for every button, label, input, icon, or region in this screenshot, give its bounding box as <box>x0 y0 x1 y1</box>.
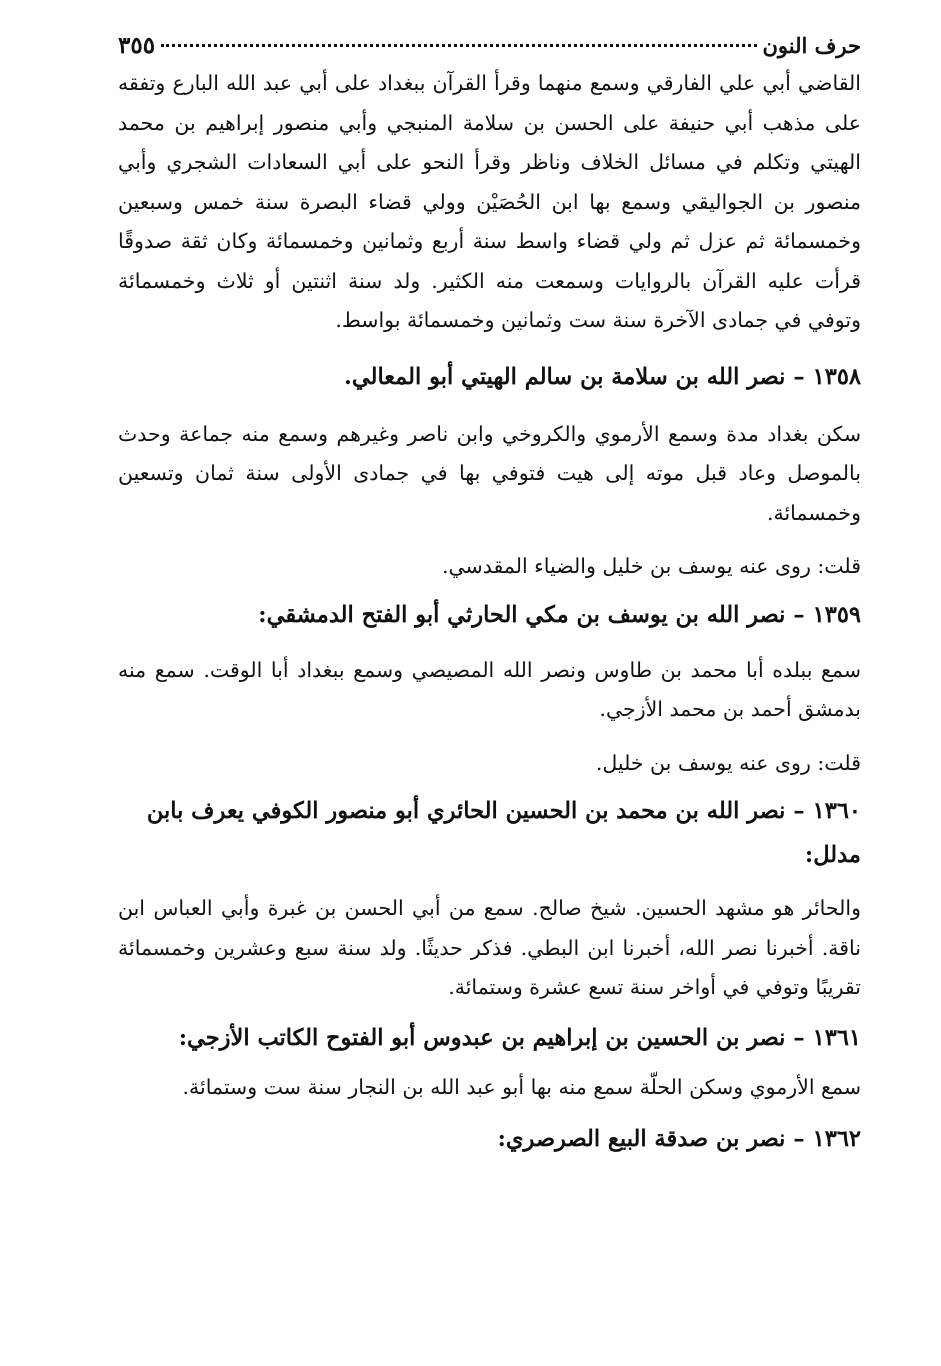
entry-number: ١٣٥٩ <box>812 601 861 628</box>
entry-body-1361: سمع الأرموي وسكن الحلّة سمع منه بها أبو عبد الله بن النجار سنة ست وستمائة. <box>182 1074 861 1099</box>
chapter-title: حرف النون <box>762 33 861 58</box>
entry-body-1358: سكن بغداد مدة وسمع الأرموي والكروخي وابن ناصر وغيرهم وسمع منه جماعة وحدث بالموصل وعاد قبل موته إلى هيت فتوفي بها في جمادى الأولى سنة ثمان وتسعين وخمسمائة. <box>118 421 861 525</box>
entry-heading-1362 <box>118 1115 861 1163</box>
entry-dash: – <box>793 1024 805 1051</box>
entry-number: ١٣٦٠ <box>812 798 861 824</box>
entry-number: ١٣٦١ <box>812 1024 861 1051</box>
entry-title: نصر بن صدقة البيع الصرصري: <box>497 1126 786 1152</box>
entry-number: ١٣٥٨ <box>812 363 861 390</box>
entry-dash: – <box>793 601 805 628</box>
entry-heading-1358 <box>118 353 861 401</box>
entry-heading-1359 <box>118 591 861 639</box>
entry-note-1359: قلت: روى عنه يوسف بن خليل. <box>595 750 861 775</box>
entry-number: ١٣٦٢ <box>812 1126 861 1152</box>
entry-heading-1361 <box>118 1014 861 1062</box>
entry-body-1359: سمع ببلده أبا محمد بن طاوس ونصر الله المصيصي وسمع ببغداد أبا الوقت. سمع منه بدمشق أحمد بن محمد الأزجي. <box>118 657 861 721</box>
dot-leader <box>161 44 756 47</box>
entry-dash: – <box>793 798 805 824</box>
entry-body-1360: والحائر هو مشهد الحسين. شيخ صالح. سمع من أبي الحسن بن غبرة وأبي العباس ابن ناقة. أخبرنا نصر الله، أخبرنا ابن البطي. فذكر حديثًا. ولد سنة سبع وعشرين وخمسمائة تقريبًا وتوفي في أواخر سنة تسع عشرة وستمائة. <box>118 896 861 999</box>
book-page <box>118 28 861 1366</box>
entry-dash: – <box>793 1126 805 1152</box>
entry-title: نصر الله بن سلامة بن سالم الهيتي أبو المعالي. <box>344 363 786 390</box>
running-header <box>118 28 861 64</box>
entry-dash: – <box>793 363 805 390</box>
page-number: ٣٥٥ <box>118 32 156 59</box>
entry-title: نصر الله بن يوسف بن مكي الحارثي أبو الفتح الدمشقي: <box>258 601 786 628</box>
entry-heading-1360 <box>118 789 861 877</box>
continued-paragraph: القاضي أبي علي الفارقي وسمع منهما وقرأ القرآن ببغداد على أبي عبد الله البارع وتفقه على مذهب أبي حنيفة على الحسن بن سلامة المنبجي وأبي منصور إبراهيم بن محمد الهيتي وتكلم في مسائل الخلاف وناظر وقرأ النحو على أبي السعادات الشجري وأبي منصور بن الجواليقي وسمع بها ابن الحُصَيْن وولي قضاء البصرة سنة خمس وسبعين وخمسمائة ثم عزل ثم ولي قضاء واسط سنة أربع وثمانين وخمسمائة وكان ثقة صدوقًا قرأت عليه القرآن بالروايات وسمعت منه الكثير. ولد سنة اثنتين أو ثلاث وخمسمائة وتوفي في جمادى الآخرة سنة ست وثمانين وخمسمائة بواسط. <box>118 71 861 332</box>
entry-note-1358: قلت: روى عنه يوسف بن خليل والضياء المقدسي. <box>441 554 861 578</box>
entry-title: نصر الله بن محمد بن الحسين الحائري أبو منصور الكوفي يعرف بابن مدلل: <box>146 798 861 868</box>
entry-title: نصر بن الحسين بن إبراهيم بن عبدوس أبو الفتوح الكاتب الأزجي: <box>178 1024 786 1051</box>
